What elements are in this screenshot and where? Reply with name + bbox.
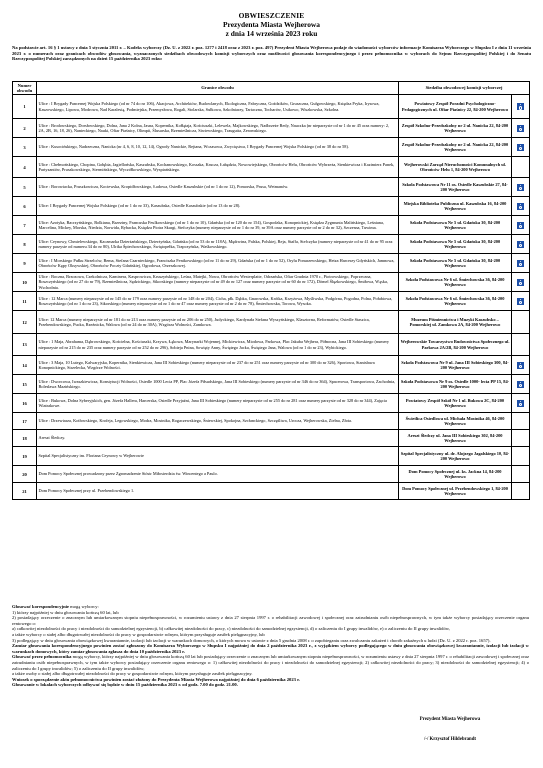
accessibility-cell <box>512 483 530 500</box>
district-bounds: Ulice : Brodowskiego, Dorsłowskiego, Dolna, Jana 2 Kolna, Jasna, Kopernika, Kołłątaja, Kościuszki, Lelewela, Majkowskiego, Nadbrzeże Redy, Nauczka (nr nieparzyste od nr 1 do nr 45 oraz numery: 2, 2A, 2B, 16, 18, 26), Nanieckiego, Nauki, Ofiar Piaśnicy, Olimpii, Ślusarska, Rzemieślnicza, Siwiewskiego, Traugutta, Zeromskiego. <box>37 119 399 138</box>
wheelchair-icon <box>517 362 524 369</box>
footer-proxy-extra: a także osoby o stałej albo długotrwałej niezdolności do pracy w gospodarstwie rolnym, którym przysługuje zasiłek pielęgnacyjny. <box>12 671 253 677</box>
document-header <box>0 11 543 38</box>
table-row <box>13 466 530 483</box>
district-bounds: Ulice : Borowiacka, Pruszkowicza, Kociewska, Kropidłowskiego, Ładowa, Osiedle Kaszubskie (od nr 1 do nr 12), Pomorska, Prusa, Wetmanów. <box>37 178 399 197</box>
accessibility-cell <box>512 413 530 430</box>
wheelchair-icon <box>517 381 524 388</box>
accessibility-cell <box>512 447 530 466</box>
signature-name: /-/ Krzysztof Hildebrandt <box>424 737 476 742</box>
header-number: Numer obwodu <box>13 82 37 95</box>
accessibility-cell <box>512 356 530 375</box>
accessibility-cell <box>512 138 530 157</box>
wheelchair-icon <box>517 103 524 110</box>
district-number: 8 <box>13 235 37 254</box>
district-number: 7 <box>13 216 37 235</box>
district-number: 16 <box>13 394 37 413</box>
district-number: 20 <box>13 466 37 483</box>
accessibility-cell <box>512 254 530 273</box>
accessibility-cell <box>512 157 530 178</box>
footer-list-item: 3) podlegający w dniu głosowania obowiązkowej kwarantannie, izolacji lub izolacji w warunkach domowych, o których mowa w ustawie z dnia 5 grudnia 2008 r. o zapobieganiu oraz zwalczaniu zakażeń i chorób zakaźnych u ludzi (Dz. U. z 2022 r. poz. 1657). <box>12 637 491 643</box>
wheelchair-icon <box>517 203 524 210</box>
footer-list-item: a) całkowitej niezdolności do pracy i niezdolności do samodzielnej egzystencji, b) całkowitej niezdolności do pracy, c) niezdolności do samodzielnej egzystencji, d) o zaliczeniu do I grupy inwalidów, e) o zaliczeniu do II grupy inwalidów, <box>12 626 450 632</box>
wheelchair-icon <box>517 241 524 248</box>
table-header-row <box>13 82 530 95</box>
district-location: Świetlica Osiedlowa ul. Michała Mostnika 46, 84-200 Wejherowo <box>399 413 512 430</box>
district-location: Powiatowy Zespół Poradni Psychologiczno-Pedagogicznych ul. Ofiar Piaśnicy 22, 84-200 Wejherowo <box>399 95 512 119</box>
district-location: Zespół Szkolno-Przedszkolny nr 2 ul. Nanicka 22, 84-200 Wejherowo <box>399 119 512 138</box>
wheelchair-icon <box>517 125 524 132</box>
table-row <box>13 375 530 394</box>
table-row <box>13 334 530 356</box>
footer-text <box>12 604 529 688</box>
district-location: Szkoła Podstawowa Nr 9 ul. Jana III Sobieskiego 300, 84-200 Wejherowo <box>399 356 512 375</box>
wheelchair-icon <box>517 298 524 305</box>
district-bounds: Areszt Śledczy. <box>37 430 399 447</box>
district-location: Muzeum Piśmiennictwa i Muzyki Kaszubsko – Pomorskiej ul. Zamkowa 2A, 84-200 Wejherowo <box>399 311 512 334</box>
district-number: 10 <box>13 273 37 292</box>
table-row <box>13 356 530 375</box>
accessibility-cell <box>512 119 530 138</box>
districts-table <box>12 81 530 500</box>
district-number: 3 <box>13 138 37 157</box>
district-bounds: Ulice : Dworcowa, Iwaszkiewicza, Konstytucji Wolności, Osiedle 1000 Lecia PP, Plac Józefa Piłsudskiego, Jana III Sobieskiego (numery parzyste od nr 346 do nr 364), Spacerowa, Transportowa, Zachodnia, Bolesława Mazińskiego. <box>37 375 399 394</box>
accessibility-cell <box>512 375 530 394</box>
district-location: Dom Pomocy Społecznej ul. Przebendowskiego 1, 84-200 Wejherowo <box>399 483 512 500</box>
district-number: 6 <box>13 197 37 216</box>
district-location: Szkoła Podstawowa Nr 9 os. Osiedle 1000- lecia PP 15, 84-200 Wejherowo <box>399 375 512 394</box>
accessibility-cell <box>512 216 530 235</box>
district-number: 15 <box>13 375 37 394</box>
district-number: 4 <box>13 157 37 178</box>
district-location: Powiatowy Zespół Szkół Nr 1 ul. Bukowa 2C, 84-200 Wejherowo <box>399 394 512 413</box>
accessibility-cell <box>512 394 530 413</box>
district-location: Wejherowskie Towarzystwo Budownictwa Społecznego ul. Parkowa 2A/2B, 84-200 Wejherowo <box>399 334 512 356</box>
district-location: Szkoła Podstawowa Nr 5 ul. Gdańska 30, 84-200 Wejherowo <box>399 235 512 254</box>
district-number: 2 <box>13 119 37 138</box>
district-bounds: Ulice : Bukowa, Dolna Syberyjskich, gen. Józefa Hallera, Harcerska, Osiedle Przyjaźni, Jana III Sobieskiego (numery nieparzyste od nr 255 do nr 281 oraz numery parzyste od nr 328 do nr 344), Zajęcia Wiatrakowe. <box>37 394 399 413</box>
district-bounds: Ulice : 12 Marca (numery nieparzyste od nr 145 do nr 179 oraz numery parzyste od nr 148 do nr 204), Cicha, płk. Dąbka, Gnarowska, Krótka, Krzyżowa, Myśliwska, Podgórna, Pogodna, Polna, Połabiowa, Roszczyńskiego (od nr 1 do nr 23), Sikorskiego (numery nieparzyste od nr 1 do nr 47 oraz numery parzyste od nr 2 do nr 78), Śmiechowska, Torowa, Wysoka. <box>37 292 399 311</box>
accessibility-cell <box>512 178 530 197</box>
wheelchair-icon <box>517 144 524 151</box>
table-row <box>13 483 530 500</box>
district-number: 14 <box>13 356 37 375</box>
accessibility-cell <box>512 430 530 447</box>
accessibility-cell <box>512 311 530 334</box>
wheelchair-icon <box>517 260 524 267</box>
document-subtitle: Prezydenta Miasta Wejherowa <box>223 20 320 29</box>
header-bounds: Granice obwodu <box>37 82 399 95</box>
district-bounds: Ulice : 1 Maja, Abrahama, Dąbrowskiego, Kościelna, Kościuszki, Krzywa, Łąkowa, Marynarki Wojennej, Mickiewicza, Miodowa, Parkowa, Plac Jakuba Wejhera, Północna, Jana III Sobieskiego (numery nieparzyste od nr 215 do nr 235 oraz numery parzyste od nr 252 do nr 296), Sobieja Pnina, Sowięty Anny, Świętego Jacka, Świętego Jana, Walowa (od nr 1 do nr 23), Wybickiego. <box>37 334 399 356</box>
accessibility-cell <box>512 334 530 356</box>
district-bounds: Dom Pomocy Społecznej prowadzony przez Zgromadzenie Sióstr Miłosierdzia św. Wincentego a Paulo. <box>37 466 399 483</box>
table-row <box>13 254 530 273</box>
table-row <box>13 292 530 311</box>
accessibility-cell <box>512 273 530 292</box>
wheelchair-icon <box>517 184 524 191</box>
table-row <box>13 216 530 235</box>
district-bounds: Ulice: I Brygady Pancernej Wojska Polskiego (od nr 1 do nr 33), Kaszubska, Osiedle Kaszubskie (od nr 13 do nr 28). <box>37 197 399 216</box>
district-number: 17 <box>13 413 37 430</box>
district-location: Szkoła Podstawowa Nr 11 os. Osiedle Kaszubskie 27, 84-200 Wejherowo <box>399 178 512 197</box>
district-location: Szkoła Podstawowa Nr 6 ul. Śmiechowska 36, 84-200 Wejherowo <box>399 292 512 311</box>
district-location: Areszt Śledczy ul. Jana III Sobieskiego 302, 84-200 Wejherowo <box>399 430 512 447</box>
district-location: Szpital Specjalistyczny ul. dr. Alojzego Jagalskiego 10, 84-200 Wejherowo <box>399 447 512 466</box>
district-bounds: Ulice : I Morskiego Pułku Strzelców, Bema, Stefana Czarnieckiego, Franciszka Fenikowskiego (od nr 11 do nr 29), Gdańska (od nr 1 do nr 52), Orylu Ponurzewskiego, Hetza Harcerzy Gdyńskich, Jamnowa, Obrońców Kępy Oksywskiej, Obrońców Poczty Gdańskiej, Ogrodowa, Orzeszkowej. <box>37 254 399 273</box>
district-number: 11 <box>13 292 37 311</box>
table-row <box>13 138 530 157</box>
table-row <box>13 413 530 430</box>
accessibility-cell <box>512 292 530 311</box>
district-bounds: Dom Pomocy Społecznej przy ul. Przebendowskiego 1. <box>37 483 399 500</box>
document-date: z dnia 14 września 2023 roku <box>225 29 318 38</box>
accessibility-cell <box>512 235 530 254</box>
table-row <box>13 119 530 138</box>
header-location: Siedziba obwodowej komisji wyborczej <box>399 82 530 95</box>
accessibility-cell <box>512 197 530 216</box>
footer-list-item: 2) posiadający orzeczenie o znacznym lub umiarkowanym stopniu niepełnosprawności, w rozumieniu ustawy z dnia 27 sierpnia 1997 r. o rehabilitacji zawodowej i społecznej oraz zatrudnianiu osób niepełnosprawnych, w tym także wyborcy posiadający orzeczenie organu rentowego o: <box>12 615 529 626</box>
district-number: 5 <box>13 178 37 197</box>
district-number: 21 <box>13 483 37 500</box>
district-location: Dom Pomocy Społecznej ul. ks. Jackna 14, 84-200 Wejherowo <box>399 466 512 483</box>
table-row <box>13 95 530 119</box>
district-location: Szkoła Podstawowa Nr 6 ul. Śmiechowska 36, 84-200 Wejherowo <box>399 273 512 292</box>
signature-role: Prezydent Miasta Wejherowa <box>419 717 481 722</box>
table-row <box>13 447 530 466</box>
district-bounds: Szpital Specjalistyczny im. Floriana Ceynowy w Wejherowie <box>37 447 399 466</box>
district-location: Wejherowski Zarząd Nieruchomości Komunalnych ul. Obrońców Helu 1, 84-200 Wejherowo <box>399 157 512 178</box>
district-number: 19 <box>13 447 37 466</box>
district-bounds: Ulice : Drzewiarza, Kotłowskiego, Krofeja, Legowskiego, Modra, Mostnika, Rogaczewskiego, Śniewskiej, Spokojna, Szcłanckiego, Szczęśliwa, Urocza, Wejherowska, Zielna, Złota. <box>37 413 399 430</box>
accessibility-cell <box>512 466 530 483</box>
district-bounds: Ulice : Chełmońskiego, Chopina, Gołębia, Jagiellońska, Kaszubska, Kochanowskiego, Kossaka, Krucza, Łabędzia, Nowowiejskiego, Obrońców Helu, Obrońców Wybrzeża, Sienkiewicza i Kazimierz Panek, Partyzantów, Pruszkowskiego, Stermińskiego, Wyczółkowskiego, Wyspiańskiego. <box>37 157 399 178</box>
table-row <box>13 394 530 413</box>
district-number: 12 <box>13 311 37 334</box>
accessibility-cell <box>512 95 530 119</box>
footer-list-item: 1) którzy najpóźniej w dniu głosowania kończą 60 lat, lub <box>12 609 119 615</box>
district-number: 13 <box>13 334 37 356</box>
intro-paragraph: Na podstawie art. 16 § 1 ustawy z dnia 5 stycznia 2011 r. – Kodeks wyborczy (Dz. U. z 2022 r. poz. 1277 i 2418 oraz z 2023 r. poz. 497) Prezydent Miasta Wejherowa podaje do wiadomości wyborców informacje Komisarza Wyborczego w Słupsku I z dnia 11 września 2023 r. o numerach oraz granicach obwodów głosowania, wyznaczonych siedzibach obwodowych komisji wyborczych oraz możliwości głosowania korespondencyjnego i przez pełnomocnika w wyborach do Sejmu Rzeczypospolitej Polskiej i do Senatu Rzeczypospolitej Polskiej zarządzonych na dzień 15 października 2023 roku: <box>12 45 531 61</box>
table-row <box>13 235 530 254</box>
wheelchair-icon <box>517 222 524 229</box>
district-bounds: Ulice : I Brygady Pancernej Wojska Polskiego (od nr 74 do nr 106), Akacjowa, Architektów, Budowlanych, Ekologiczna, Fabryczna, Goździków, Gruszczna, Gułgowskiego, Księdza Pryka, Irysowa, Kaszowskiego, Lipowa, Modrowa, Nad Karalesią, Podmiejska, Przemysłowa, Rogali, Stolarska, Sułkowa, Szkolniarzy, Tartaczna, Tocharów, Ustkowo, Wiszkowska, Szkolna. <box>37 95 399 119</box>
district-bounds: Ulice: Ceynowy, Chmielewskiego, Kaczmarka Dzierżańskiego, Dzierżyńska, Gdańska (od nr 53 do nr 118A), Mędrwina, Palska, Polskiej, Reja, Staffa, Stefczyka (numery nieparzyste od nr 41 do nr 95 oraz numery parzyste od numeru 34 do nr 80), Ulrika Śpiechowskiego, Świętopełka, Trapczyńska, Waśkowskiego. <box>37 235 399 254</box>
footer-correspondence-deadline: Zamiar głosowania korespondencyjnego powinien zostać zgłoszony do Komisarza Wyborczego w Słupsku I najpóźniej do dnia 2 października 2023 r., z wyjątkiem wyborcy podlegającego w dniu głosowania obowiązkowej kwarantannie, izolacji lub izolacji w warunkach domowych, który zamiar głosowania zgłasza do dnia 10 października 2023 r. <box>12 643 529 654</box>
district-location: Zespół Szkolno-Przedszkolny nr 2 ul. Nanicka 22, 84-200 Wejherowo <box>399 138 512 157</box>
table-row <box>13 157 530 178</box>
footer-proxy: Głosować przez pełnomocnika mogą wyborcy, którzy najpóźniej w dniu głosowania kończą 60 lat lub posiadający orzeczenie o znacznym lub umiarkowanym stopniu niepełnosprawności, w rozumieniu ustawy z dnia 27 sierpnia 1997 r. o rehabilitacji zawodowej i społecznej oraz zatrudnianiu osób niepełnosprawnych, w tym także wyborcy posiadający orzeczenie organu rentowego o: 1) całkowitej niezdolności do pracy i niezdolności do samodzielnej egzystencji; 2) całkowitej niezdolności do pracy; 3) niezdolności do samodzielnej egzystencji; 4) o zaliczeniu do I grupy inwalidów; 5) o zaliczeniu do II grupy inwalidów; <box>12 654 529 671</box>
district-number: 9 <box>13 254 37 273</box>
district-location: Szkoła Podstawowa Nr 5 ul. Gdańska 30, 84-200 Wejherowo <box>399 254 512 273</box>
district-number: 18 <box>13 430 37 447</box>
district-number: 1 <box>13 95 37 119</box>
footer-list-item: a także wyborcy o stałej albo długotrwałej niezdolności do pracy w gospodarstwie rolnym, którym przysługuje zasiłek pielęgnacyjny, lub <box>12 631 265 637</box>
table-row <box>13 178 530 197</box>
footer-voting-hours: Głosowanie w lokalach wyborczych odbywać się będzie w dniu 15 października 2023 r. od godz. 7.00 do godz. 21.00. <box>12 682 238 688</box>
table-row <box>13 273 530 292</box>
district-bounds: Ulice: Azotyka, Bacrzyńskiego, Bolkiana, Brzeziny, Francuska Feulkowskiego (od nr 1 do nr 10), Gdańska (od nr 120 do nr 154), Gospodzka, Konopnickiej, Księdza Zygmunta Malińskiego, Leśniana, Marcelina, Mickey, Morska, Niedzia, Norwida, Rybacka, Księdza Piotra Skargi, Stefczyka (numery nieparzyste od nr 1 do nr 39, nr 39A oraz numery parzyste od nr 2 do nr 32), Szczesna, Tuwima. <box>37 216 399 235</box>
footer-proxy-deadline: Wniosek o sporządzenie aktu pełnomocnictwa powinien zostać złożony do Prezydenta Miasta Wejherowa najpóźniej do dnia 6 października 2023 r. <box>12 676 300 682</box>
footer-correspondence-intro: Głosować korespondencyjnie mogą wyborcy: <box>12 604 99 609</box>
table-row <box>13 430 530 447</box>
table-row <box>13 197 530 216</box>
district-bounds: Ulice: 12 Marca (numery nieparzyste od nr 181 do nr 213 oraz numery parzyste od nr 206 do nr 250), Judyckiego, Kardynała Stefana Wyszyńskiego, Klasztorna, Reformatów, Osiedle Staszica, Przebendowskiego, Pucka, Rzeźnicka, Walowa (od nr 24 do nr 30A), Wzgórza Wolności, Zamkowa. <box>37 311 399 334</box>
wheelchair-icon <box>517 279 524 286</box>
district-location: Miejska Biblioteka Publiczna ul. Kaszubska 16, 84-200 Wejherowo <box>399 197 512 216</box>
document-title: OBWIESZCZENIE <box>238 11 305 20</box>
district-bounds: Ulice : 3 Maja, 10 Lutego, Kalwaryjska, Kopernika, Sienkiewicza, Jana III Sobieskiego (numery nieparzyste od nr 237 do nr 251 oraz numery parzyste od nr 300 do nr 326), Sportowa, Stanisława Konopnickiego, Strzelecka, Wzgórze Wolności. <box>37 356 399 375</box>
wheelchair-icon <box>517 400 524 407</box>
table-row <box>13 311 530 334</box>
district-bounds: Ulice : Kusocińskiego, Nadrzeczna, Nanicka (nr 4, 6, 8, 10, 12, 14), Ogrody Nanickie, Rejtana, Wczasowa, Zwycięstwa, I Brygady Pancernej Wojska Polskiego (od nr 38 do nr 58). <box>37 138 399 157</box>
district-bounds: Ulice : Boczna, Brzozowa, Czekolnicza, Kaminera, Kasprowicza, Kruszyńskiego, Leśna, Matejki, Nowa, Obrońców Westerplatte, Odrzańska, Ofiar Grudnia 1970 r., Piotrowskiego, Poprzeczna, Roszczyńskiego (od nr 27 do nr 79), Rzemieślnicza, Sędzickiego, Sikorskiego (numery nieparzyste od nr 49 do nr 127 oraz numery parzyste od nr 60 do nr 172), Dömel Ślęzkowskiego, Śmiłowa, Wąska, Wschodnia. <box>37 273 399 292</box>
district-location: Szkoła Podstawowa Nr 5 ul. Gdańska 30, 84-200 Wejherowo <box>399 216 512 235</box>
